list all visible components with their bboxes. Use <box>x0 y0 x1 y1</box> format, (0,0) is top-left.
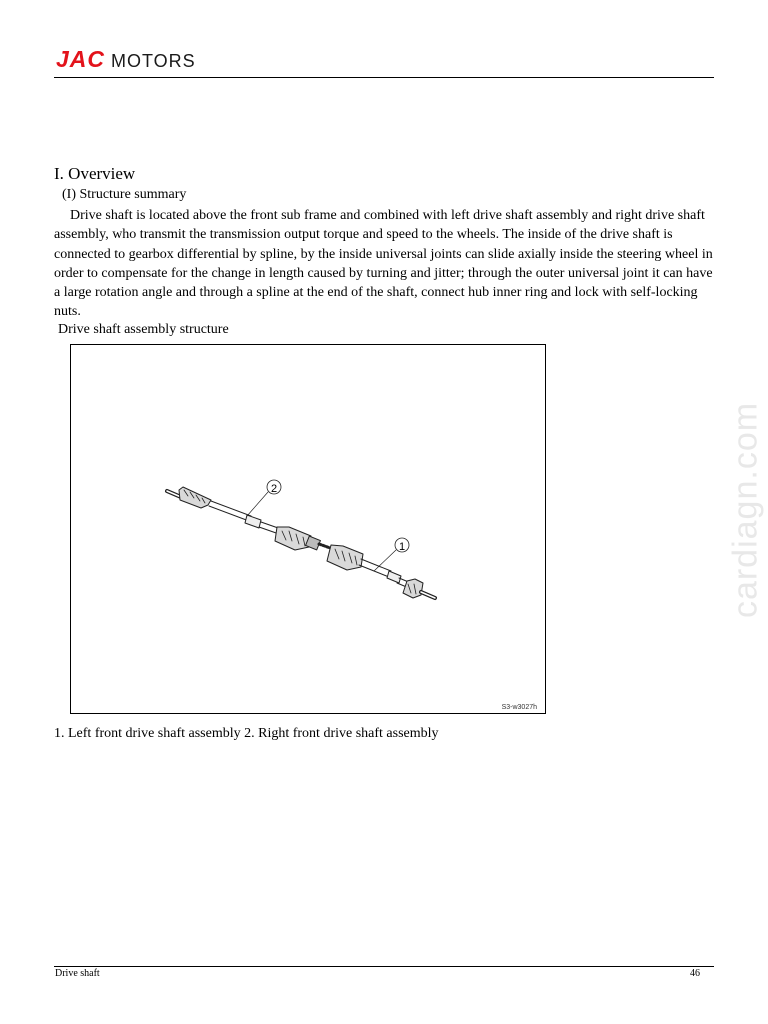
footer-section: Drive shaft <box>55 968 100 979</box>
callout-1-label: 1 <box>398 541 406 553</box>
header-rule <box>54 77 714 78</box>
watermark: cardiagn.com <box>726 401 765 619</box>
logo-brand: JAC <box>56 46 106 72</box>
subsection-title: (I) Structure summary <box>62 187 187 202</box>
figure-code: S3-w3027h <box>501 704 537 711</box>
page-number: 46 <box>690 968 700 979</box>
drive-shaft-illustration <box>71 345 546 714</box>
jac-motors-logo <box>56 46 196 73</box>
footer-rule <box>54 966 714 967</box>
figure-caption: 1. Left front drive shaft assembly 2. Right front drive shaft assembly <box>54 726 439 741</box>
callout-2-label: 2 <box>270 483 278 495</box>
overview-paragraph <box>54 206 714 322</box>
figure-title: Drive shaft assembly structure <box>58 322 229 337</box>
section-title: I. Overview <box>54 164 136 183</box>
left-drive-shaft <box>327 545 435 598</box>
right-drive-shaft <box>167 487 320 550</box>
logo-suffix: MOTORS <box>111 51 196 71</box>
drive-shaft-figure <box>70 344 546 714</box>
overview-paragraph-text: Drive shaft is located above the front sub frame and combined with left drive shaft assembly and right drive shaft assembly, who transmit the transmission output torque and speed to the wheels. The inside of the drive shaft is connected to gearbox differential by spline, by the inside universal joints can slide axially inside the steering wheel in order to compensate for the change in length caused by turning and jitter; through the outer universal joint it can have a large rotation angle and through a spline at the end of the shaft, connect hub inner ring and lock with self-locking nuts. <box>54 208 713 320</box>
